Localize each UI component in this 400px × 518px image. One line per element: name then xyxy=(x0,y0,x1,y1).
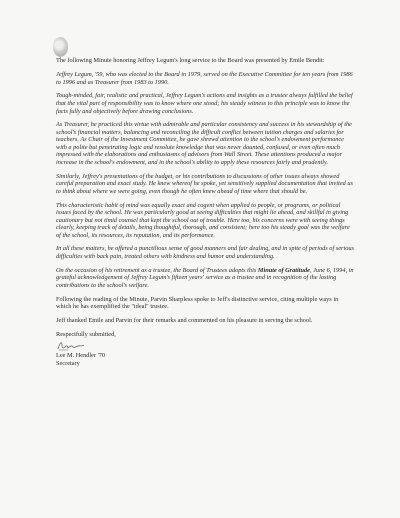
paragraph-minute-of-gratitude xyxy=(56,267,354,290)
paragraph-following: Following the reading of the Minute, Parvin Sharpless spoke to Jeff's distinctive service, citing multiple ways in which he has exemplified the "ideal" trustee. xyxy=(56,295,339,311)
paragraph-manners: In all these matters, he offered a punctilious sense of good manners and fair dealing, and in spite of periods of serious difficulties with back pain, treated others with kindness and humor and understanding. xyxy=(56,245,354,261)
paragraph-habit-of-mind: This characteristic habit of mind was equally exact and cogent when applied to people, or programs, or political issues faced by the school. He was particularly good at seeing difficulties that might lie ahead, and skillful in giving cautionary but not timid counsel that kept the school out of trouble. Here too, his concerns were with seeing things clearly, keeping track of details, being thoughtful, thorough, and consistent; here too his steady goal was the welfare of the school, its resources, its reputation, and its performance. xyxy=(56,201,350,239)
seal-icon xyxy=(53,37,68,57)
paragraph-election: Jeffrey Legum, '59, who was elected to the Board in 1979, served on the Executive Committee for ten years from 1986 to 1996 and as Treasurer from 1983 to 1990. xyxy=(56,71,353,86)
handwritten-signature xyxy=(56,339,86,352)
closing-text: Respectfully submitted, xyxy=(56,330,116,338)
signer-name: Lee M. Hendler '70 xyxy=(56,352,106,360)
minute-text xyxy=(56,57,354,367)
paragraph-treasurer: As Treasurer, he practiced this virtue with admirable and particular consistency and success in his stewardship of the school's financial matters, balancing and reconciling the difficult conflict between tuition charges and salaries for teachers. As Chair of the Investment Committee, he gave shrewd attention to the school's endowment performance with a polite but penetrating logic and resolute knowledge that was never daunted, confused, or even often much impressed with the elaborations and enthusiasms of advisors from Wall Street. These attentions produced a major increase in the school's endowment, and in the school's ability to apply these resources fairly and prudently. xyxy=(56,121,352,166)
minute-title: Minute of Gratitude xyxy=(257,266,310,274)
signature-block xyxy=(56,331,354,368)
paragraph-character: Tough-minded, fair, realistic and practical, Jeffrey Legum's actions and insights as a trustee always fulfilled the belief that the vital part of responsibility was to know where one stood; his steady witness to this principle was to know the facts fully and objectively before drawing conclusions. xyxy=(56,92,353,115)
intro-paragraph: The following Minute honoring Jeffrey Legum's long service to the Board was presented by Emile Bendit: xyxy=(56,57,325,64)
signer-title: Secretary xyxy=(56,359,80,367)
paragraph-budget: Similarly, Jeffrey's presentations of the budget, or his contributions to discussions of other issues always showed careful preparation and exact study. He knew whereof he spoke, yet sensitively supplied documentation that invited us to think about where we were going, even though he often knew ahead of time where that should be. xyxy=(56,172,353,195)
minute-prefix: On the occasion of his retirement as a trustee, the Board of Trustees adopts this xyxy=(56,266,258,274)
minute-suffix: , June 6, 1994, in grateful acknowledgement of Jeffrey Legum's fifteen years' service as a trustee and in recognition of the lasting contributions to the school's welfare. xyxy=(56,266,354,289)
paragraph-thanks: Jeff thanked Emile and Parvin for their remarks and commented on his pleasure in serving the school. xyxy=(56,316,313,324)
